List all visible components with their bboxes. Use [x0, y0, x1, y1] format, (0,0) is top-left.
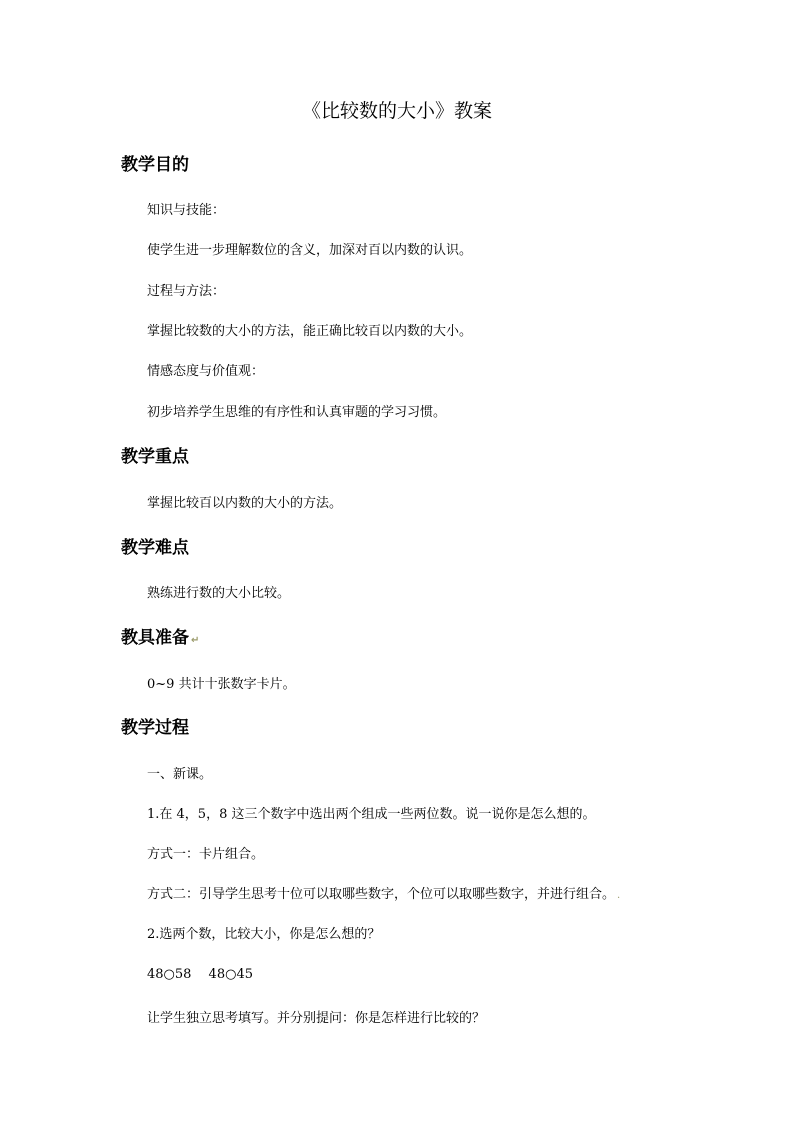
procedure-item: 方式一：卡片组合。: [147, 847, 265, 862]
procedure-item: [147, 886, 620, 905]
heading-goals: 教学目的: [121, 155, 189, 175]
procedure-item-text: 方式二：引导学生思考十位可以取哪些数字，个位可以取哪些数字，并进行组合。: [147, 887, 616, 902]
heading-difficulties: 教学难点: [121, 538, 189, 558]
goals-knowledge-label: 知识与技能：: [147, 203, 226, 218]
procedure-item: 2.选两个数，比较大小，你是怎么想的？: [147, 927, 381, 942]
goals-emotion-label: 情感态度与价值观：: [147, 364, 265, 379]
key-points-text: 掌握比较百以内数的大小的方法。: [147, 496, 343, 511]
procedure-item: 一、新课。: [147, 767, 213, 782]
goals-knowledge-text: 使学生进一步理解数位的含义，加深对百以内数的认识。: [147, 243, 473, 258]
paragraph-mark-icon: ↵: [191, 635, 200, 646]
heading-materials-text: 教具准备: [121, 628, 189, 648]
materials-text: 0~9 共计十张数字卡片。: [147, 677, 296, 692]
goals-process-label: 过程与方法：: [147, 284, 226, 299]
heading-procedure: 教学过程: [121, 718, 189, 738]
procedure-item: 让学生独立思考填写。并分别提问：你是怎样进行比较的？: [147, 1011, 486, 1026]
document-title: 《比较数的大小》教案: [301, 100, 492, 122]
goals-emotion-text: 初步培养学生思维的有序性和认真审题的学习习惯。: [147, 405, 447, 420]
procedure-item: 48○58 48○45: [147, 967, 253, 982]
goals-process-text: 掌握比较数的大小的方法，能正确比较百以内数的大小。: [147, 324, 473, 339]
difficulties-text: 熟练进行数的大小比较。: [147, 586, 291, 601]
paragraph-mark-icon: .: [617, 890, 621, 901]
heading-key-points: 教学重点: [121, 447, 189, 467]
heading-materials: [121, 627, 199, 652]
procedure-item: 1.在 4，5，8 这三个数字中选出两个组成一些两位数。说一说你是怎么想的。: [147, 807, 596, 822]
